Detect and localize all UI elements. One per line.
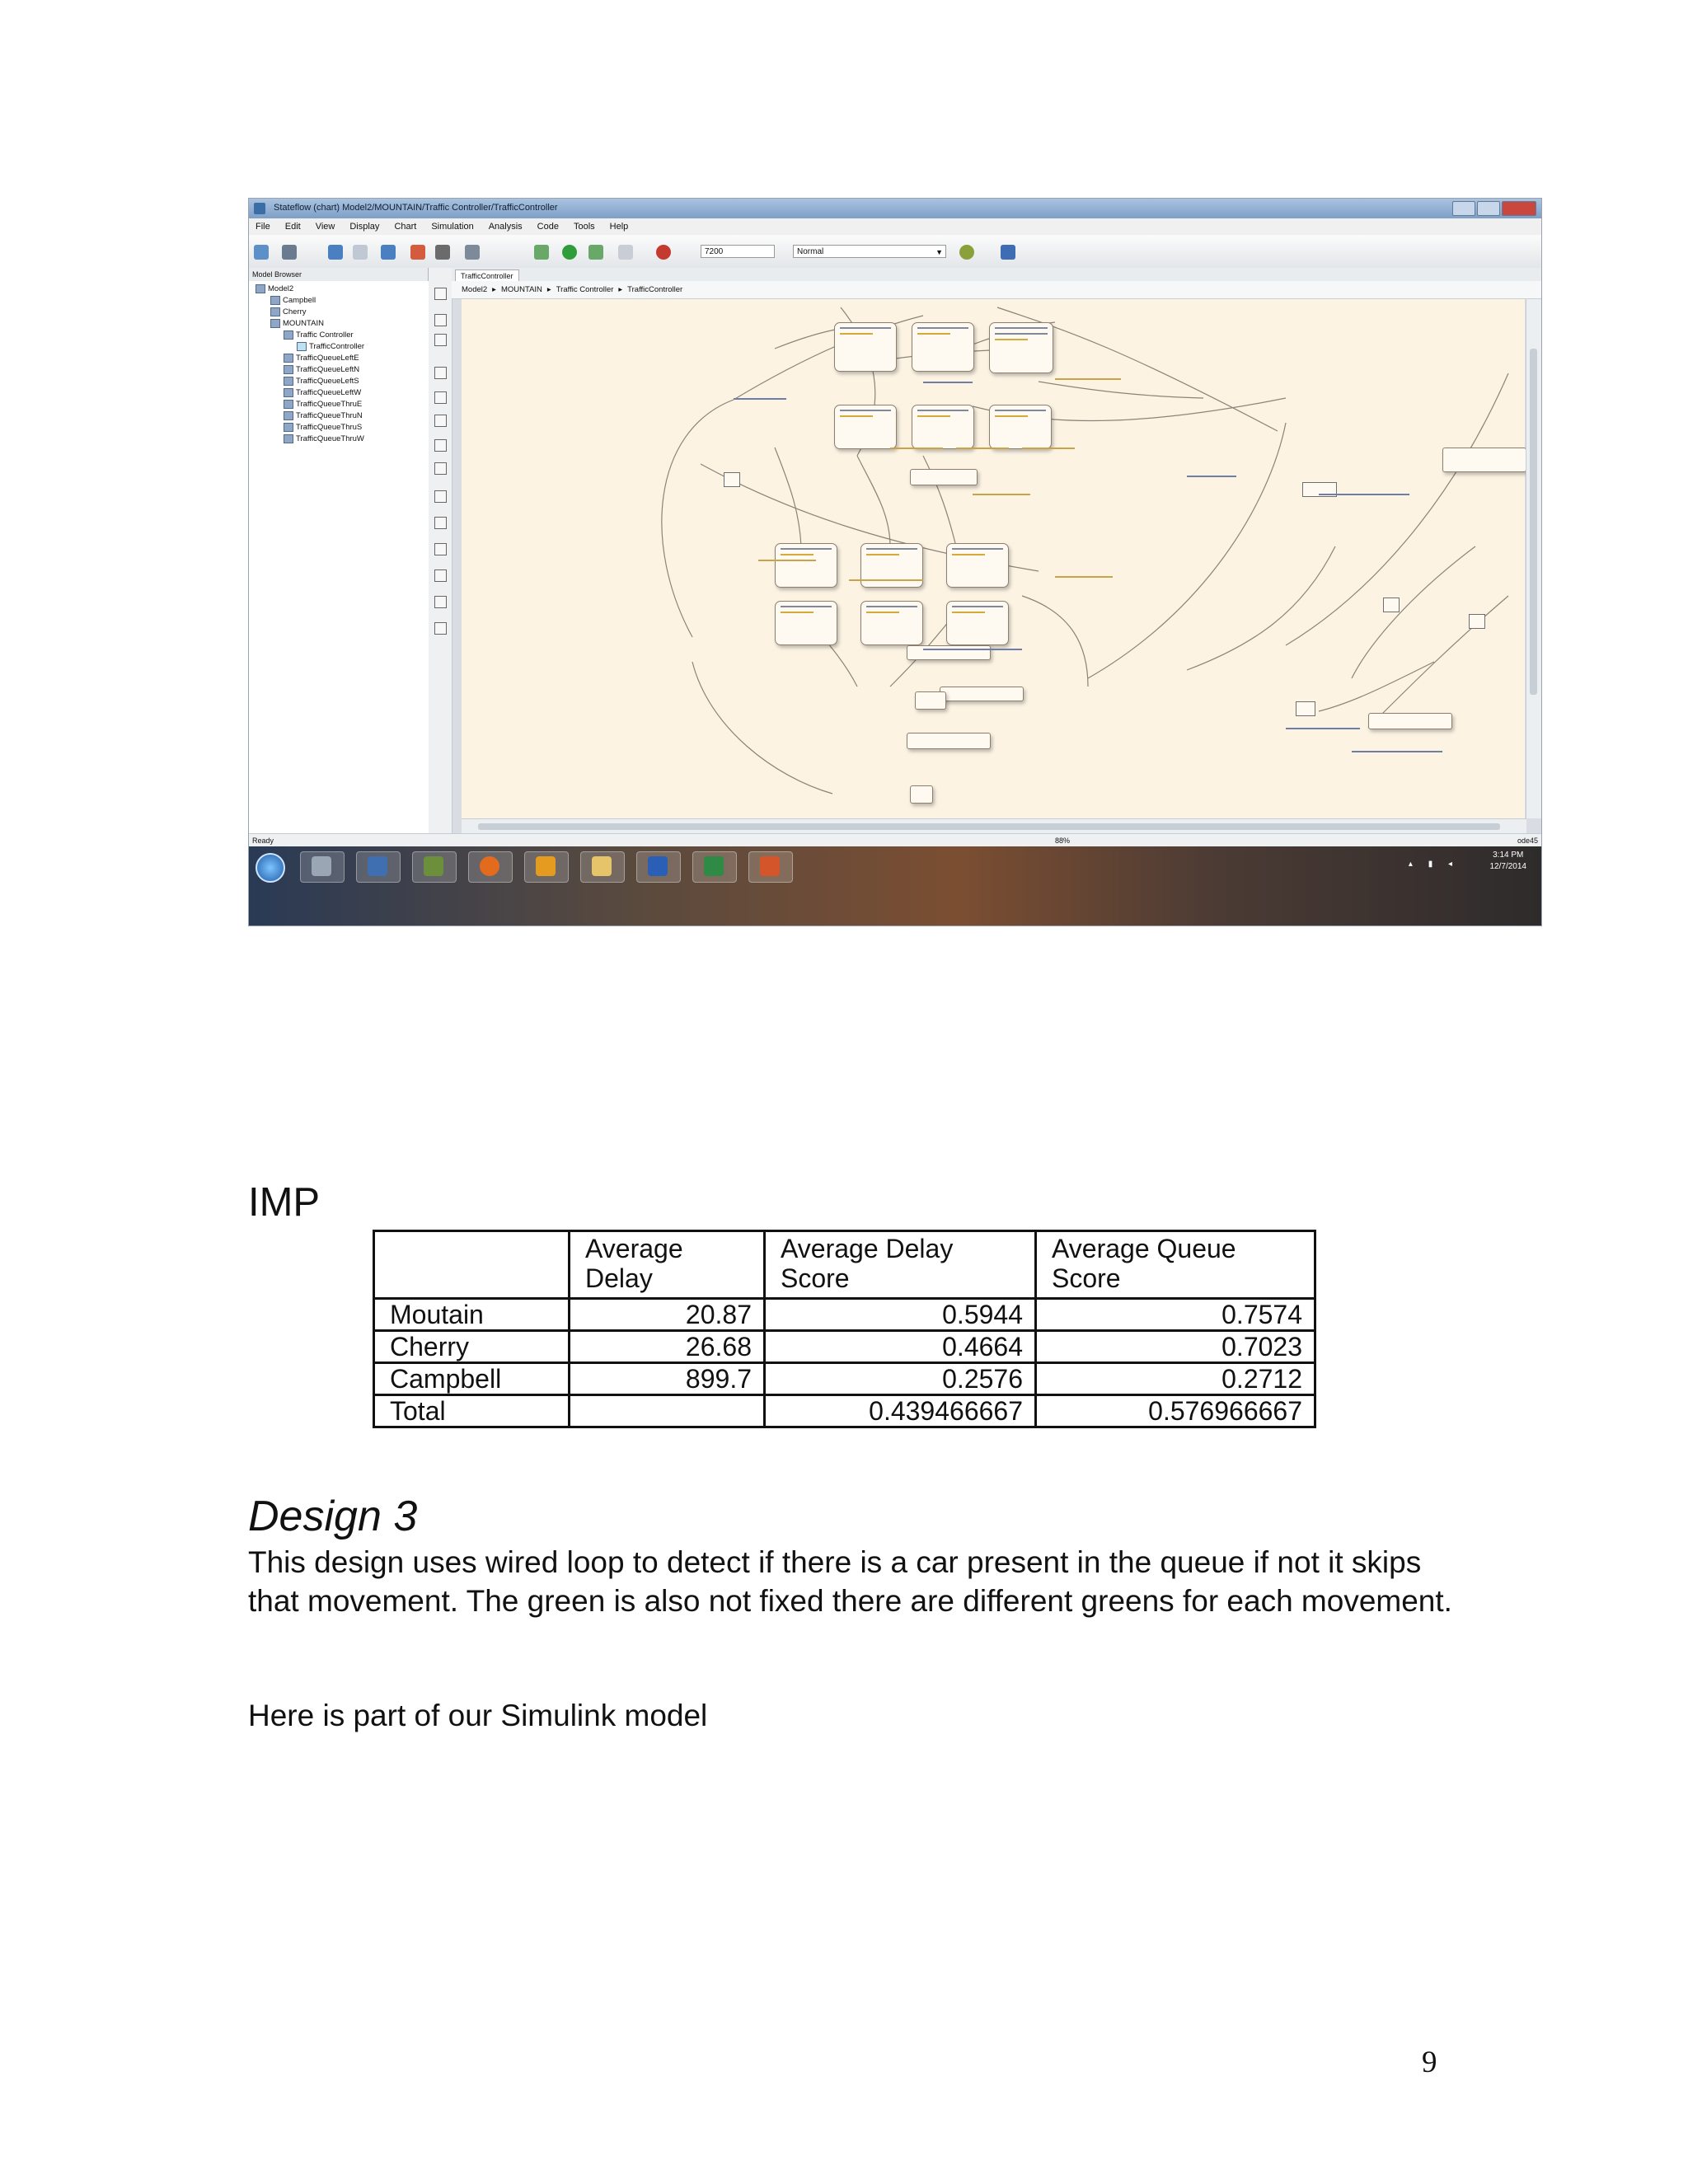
tree-item-queue-left-w[interactable]: [284, 388, 361, 397]
status-text: Ready: [252, 837, 274, 845]
cell-queue-score: 0.7023: [1036, 1331, 1315, 1363]
model-icon: [256, 284, 265, 293]
taskbar-app[interactable]: [356, 851, 401, 883]
scroll-thumb[interactable]: [478, 823, 1500, 830]
firefox-icon: [480, 856, 499, 876]
cell-queue-score: 0.2712: [1036, 1363, 1315, 1395]
breadcrumb-mountain[interactable]: MOUNTAIN: [500, 285, 542, 294]
app-icon: [536, 856, 556, 876]
breadcrumb-trafficcontroller[interactable]: TrafficController: [627, 285, 683, 294]
page-number: 9: [1422, 2046, 1437, 2079]
table-row: [374, 1331, 1315, 1363]
tree-item-queue-left-n[interactable]: [284, 365, 359, 374]
menu-file[interactable]: File: [256, 222, 270, 232]
tree-label: TrafficQueueLeftE: [296, 354, 359, 363]
breadcrumb-model2[interactable]: Model2: [462, 285, 488, 294]
tree-label: TrafficQueueThruN: [296, 411, 363, 420]
tree-label: Campbell: [283, 296, 316, 305]
cell-average-delay: 899.7: [570, 1363, 765, 1395]
tree-label: TrafficQueueThruW: [296, 434, 364, 443]
subsystem-icon: [270, 307, 280, 316]
minimize-button[interactable]: [1452, 201, 1475, 216]
tree-item-queue-thru-w[interactable]: [284, 434, 364, 443]
tree-label: Cherry: [283, 307, 307, 316]
row-label: Moutain: [374, 1299, 570, 1331]
status-bar: [249, 833, 1541, 847]
transition-label: [1187, 476, 1236, 477]
transition-label: [923, 649, 1022, 650]
subsystem-icon: [270, 319, 280, 328]
menu-chart[interactable]: Chart: [394, 222, 417, 232]
state-queue-check-mid[interactable]: [940, 687, 1024, 701]
state-action-line: [995, 339, 1028, 340]
tree-label: Traffic Controller: [296, 330, 354, 340]
state-green-2[interactable]: [912, 322, 974, 372]
scroll-thumb[interactable]: [1530, 349, 1537, 695]
tree-label: TrafficQueueLeftW: [296, 388, 362, 397]
transition-label: [1319, 494, 1409, 495]
state-queue-check-left[interactable]: [910, 469, 978, 485]
taskbar-app[interactable]: [524, 851, 569, 883]
menu-tools[interactable]: Tools: [573, 222, 595, 232]
model-browser: [249, 281, 429, 833]
state-label-line: [866, 548, 917, 550]
taskbar-clock[interactable]: [1490, 850, 1527, 873]
header-cell: Average Delay Score: [765, 1231, 1036, 1299]
subsystem-icon: [284, 354, 293, 363]
state-action-line: [917, 333, 950, 335]
signal-logging-icon[interactable]: [1001, 245, 1015, 260]
state-action-line: [866, 554, 899, 555]
excel-icon: [704, 856, 724, 876]
model-browser-header: Model Browser: [249, 268, 429, 281]
windows-taskbar: [249, 846, 1541, 926]
state-label-line: [952, 548, 1003, 550]
library-browser-icon[interactable]: [410, 245, 425, 260]
start-button[interactable]: [256, 853, 285, 883]
stateflow-canvas[interactable]: [462, 299, 1525, 818]
subsystem-icon: [284, 411, 293, 420]
model-config-icon[interactable]: [435, 245, 450, 260]
fit-view-icon[interactable]: [434, 334, 447, 346]
transition-label: [849, 579, 923, 581]
junction[interactable]: [1383, 598, 1400, 612]
taskbar-app[interactable]: [580, 851, 625, 883]
state-protected-left-3[interactable]: [946, 543, 1009, 588]
save-icon[interactable]: [282, 245, 297, 260]
horizontal-scrollbar[interactable]: [462, 818, 1526, 834]
transition-label: [1022, 448, 1075, 449]
table-row: [374, 1299, 1315, 1331]
state-queue-check-top-right[interactable]: [1442, 448, 1526, 472]
truth-table-icon[interactable]: [434, 543, 447, 555]
transition-label: [734, 398, 786, 400]
taskbar-app[interactable]: [692, 851, 737, 883]
state-label-line: [866, 606, 917, 607]
state-protected-left-1[interactable]: [775, 543, 837, 588]
breadcrumb-traffic-controller[interactable]: Traffic Controller: [556, 285, 614, 294]
cell-queue-score: 0.7574: [1036, 1299, 1315, 1331]
menu-analysis[interactable]: Analysis: [488, 222, 523, 232]
state-action-line: [917, 415, 950, 417]
section-heading-imp: IMP: [248, 1180, 321, 1225]
stop-time-input[interactable]: 7200: [701, 245, 775, 258]
cell-delay-score: 0.5944: [765, 1299, 1036, 1331]
taskbar-app[interactable]: [468, 851, 513, 883]
state-label-line: [995, 333, 1048, 335]
window-controls: [1452, 201, 1536, 216]
transition-label: [923, 382, 973, 383]
word-icon: [648, 856, 668, 876]
junction[interactable]: [724, 472, 740, 487]
section-heading-design-3: Design 3: [248, 1493, 418, 1540]
row-label: Cherry: [374, 1331, 570, 1363]
window-title: Stateflow (chart) Model2/MOUNTAIN/Traffic Controller/TrafficController: [274, 203, 558, 213]
menu-help[interactable]: Help: [609, 222, 629, 232]
subsystem-icon: [284, 365, 293, 374]
state-action-line: [952, 554, 985, 555]
state-yellow-1[interactable]: [834, 405, 897, 449]
chevron-right-icon: ▸: [546, 285, 551, 294]
state-yellow-2[interactable]: [912, 405, 974, 449]
state-queue-check-bottom[interactable]: [907, 733, 991, 749]
subsystem-icon: [284, 400, 293, 409]
simulink-caption: Here is part of our Simulink model: [248, 1699, 708, 1732]
tree-item-campbell[interactable]: [270, 296, 316, 305]
tree-item-mountain[interactable]: [270, 319, 324, 328]
state-action-line: [840, 415, 873, 417]
tree-item-model2[interactable]: [256, 284, 293, 293]
tree-item-queue-thru-n[interactable]: [284, 411, 363, 420]
matlab-icon: [760, 856, 780, 876]
model-advisor-icon[interactable]: [959, 245, 974, 260]
junction[interactable]: [1296, 701, 1315, 716]
editor-tabbar: [452, 268, 1541, 281]
forward-icon[interactable]: [353, 245, 368, 260]
annotation-tool-icon[interactable]: [434, 490, 447, 503]
tree-label: Model2: [268, 284, 294, 293]
tree-label: TrafficQueueThruE: [296, 400, 363, 409]
subsystem-icon: [284, 423, 293, 432]
state-label-line: [995, 327, 1048, 329]
simulink-screenshot: [248, 198, 1542, 926]
state-label-line: [781, 548, 832, 550]
tree-item-trafficcontroller-chart[interactable]: [297, 342, 364, 351]
state-action-line: [995, 415, 1028, 417]
taskbar-app[interactable]: [300, 851, 345, 883]
breadcrumb: [452, 281, 1541, 299]
record-icon[interactable]: [656, 245, 671, 260]
subsystem-icon: [270, 296, 280, 305]
transition-label: [1055, 378, 1121, 380]
state-action-line: [781, 612, 814, 613]
graphical-function-icon[interactable]: [434, 517, 447, 529]
state-action-line: [866, 612, 899, 613]
state-action-line: [840, 333, 873, 335]
zoom-in-icon[interactable]: [434, 288, 447, 300]
state-idle[interactable]: [910, 785, 933, 804]
transition-label: [1352, 751, 1442, 752]
solver-name: ode45: [1517, 837, 1538, 845]
chevron-down-icon: ▼: [935, 248, 943, 256]
state-label-line: [781, 606, 832, 607]
transition-label: [956, 448, 1009, 449]
state-left-queue[interactable]: [907, 645, 991, 660]
tool-palette: [429, 268, 452, 833]
state-green-3[interactable]: [989, 322, 1053, 373]
state-action-line: [952, 612, 985, 613]
transition-label: [973, 494, 1030, 495]
taskbar-app[interactable]: [412, 851, 457, 883]
transition-label: [1055, 576, 1113, 578]
state-queue-check-right[interactable]: [1368, 713, 1452, 729]
cell-delay-score: 0.2576: [765, 1363, 1036, 1395]
chevron-right-icon: ▸: [618, 285, 623, 294]
toolbar: [249, 235, 1541, 269]
cell-delay-score: 0.439466667: [765, 1395, 1036, 1427]
vertical-scrollbar[interactable]: [1526, 299, 1541, 818]
tab-trafficcontroller[interactable]: TrafficController: [455, 269, 519, 282]
tree-label: TrafficQueueLeftN: [296, 365, 360, 374]
explorer-icon: [312, 856, 331, 876]
matlab-function-icon[interactable]: [434, 569, 447, 582]
menu-simulation[interactable]: Simulation: [431, 222, 474, 232]
step-back-icon[interactable]: [534, 245, 549, 260]
close-button[interactable]: [1502, 201, 1536, 216]
row-label: Total: [374, 1395, 570, 1427]
state-green-1[interactable]: [834, 322, 897, 372]
maximize-button[interactable]: [1477, 201, 1500, 216]
transition-label: [758, 560, 816, 561]
tree-label: TrafficController: [309, 342, 365, 351]
state-label-line: [840, 410, 891, 411]
stateflow-icon: [254, 203, 265, 214]
state-label-line: [840, 327, 891, 329]
cell-average-delay: [570, 1395, 765, 1427]
system-tray[interactable]: ▴ ▮ ◂: [1408, 860, 1459, 869]
header-cell: [374, 1231, 570, 1299]
clock-date: 12/7/2014: [1489, 862, 1526, 871]
menu-edit[interactable]: Edit: [284, 222, 301, 232]
menu-bar: [249, 218, 1542, 235]
simulation-mode-select[interactable]: [793, 245, 946, 258]
folder-icon: [592, 856, 612, 876]
history-junction-icon[interactable]: [434, 462, 447, 475]
taskbar-app[interactable]: [636, 851, 681, 883]
cell-queue-score: 0.576966667: [1036, 1395, 1315, 1427]
tree-item-queue-left-s[interactable]: [284, 377, 359, 386]
subsystem-icon: [284, 434, 293, 443]
default-transition-icon[interactable]: [434, 415, 447, 427]
results-table: [373, 1230, 1316, 1428]
menu-code[interactable]: Code: [537, 222, 559, 232]
simulation-mode-value: Normal: [797, 247, 824, 256]
back-icon[interactable]: [328, 245, 343, 260]
state-protected-left-5[interactable]: [860, 601, 923, 645]
state-tool-icon[interactable]: [434, 367, 447, 379]
row-label: Campbell: [374, 1363, 570, 1395]
junction[interactable]: [1469, 614, 1485, 629]
tree-item-traffic-controller[interactable]: [284, 330, 354, 340]
zoom-out-icon[interactable]: [434, 314, 447, 326]
up-icon[interactable]: [381, 245, 396, 260]
tree-label: MOUNTAIN: [283, 319, 324, 328]
run-icon[interactable]: [562, 245, 577, 260]
image-tool-icon[interactable]: [434, 622, 447, 635]
menu-view[interactable]: View: [315, 222, 335, 232]
header-cell: Average Delay: [570, 1231, 765, 1299]
tree-item-queue-thru-s[interactable]: [284, 423, 362, 432]
design-3-description: This design uses wired loop to detect if there is a car present in the queue if not it skips that movement. The green is also not fixed there are different greens for each movement.: [248, 1545, 1452, 1618]
simulink-function-icon[interactable]: [434, 596, 447, 608]
subsystem-icon: [284, 388, 293, 397]
transition-label: [890, 448, 943, 449]
tree-item-cherry[interactable]: [270, 307, 307, 316]
tree-label: TrafficQueueThruS: [296, 423, 363, 432]
model-explorer-icon[interactable]: [465, 245, 480, 260]
state-protected-left-6[interactable]: [946, 601, 1009, 645]
menu-display[interactable]: Display: [349, 222, 380, 232]
state-action-line: [781, 554, 814, 555]
tree-item-queue-left-e[interactable]: [284, 354, 359, 363]
cell-delay-score: 0.4664: [765, 1331, 1036, 1363]
state-label-line: [917, 410, 968, 411]
window-titlebar: [249, 199, 1541, 218]
state-label-line: [952, 606, 1003, 607]
subsystem-icon: [284, 330, 293, 340]
tree-item-queue-thru-e[interactable]: [284, 400, 362, 409]
state-wait[interactable]: [915, 691, 946, 710]
state-yellow-3[interactable]: [989, 405, 1052, 449]
table-header-row: [374, 1231, 1315, 1299]
media-player-icon: [368, 856, 387, 876]
subsystem-icon: [284, 377, 293, 386]
new-model-icon[interactable]: [254, 245, 269, 260]
table-row: [374, 1363, 1315, 1395]
chevron-right-icon: ▸: [492, 285, 496, 294]
state-label-line: [995, 410, 1046, 411]
chart-icon: [297, 342, 307, 351]
junction-tool-icon[interactable]: [434, 439, 447, 452]
zoom-level: 88%: [1055, 837, 1071, 845]
header-cell: Average Queue Score: [1036, 1231, 1315, 1299]
tree-label: TrafficQueueLeftS: [296, 377, 359, 386]
step-forward-icon[interactable]: [588, 245, 603, 260]
transition-label: [1286, 728, 1360, 729]
clock-time: 3:14 PM: [1493, 851, 1524, 860]
cell-average-delay: 26.68: [570, 1331, 765, 1363]
table-row: [374, 1395, 1315, 1427]
taskbar-app[interactable]: [748, 851, 793, 883]
box-tool-icon[interactable]: [434, 391, 447, 404]
state-label-line: [917, 327, 968, 329]
stop-icon[interactable]: [618, 245, 633, 260]
app-icon: [424, 856, 443, 876]
cell-average-delay: 20.87: [570, 1299, 765, 1331]
state-protected-left-4[interactable]: [775, 601, 837, 645]
